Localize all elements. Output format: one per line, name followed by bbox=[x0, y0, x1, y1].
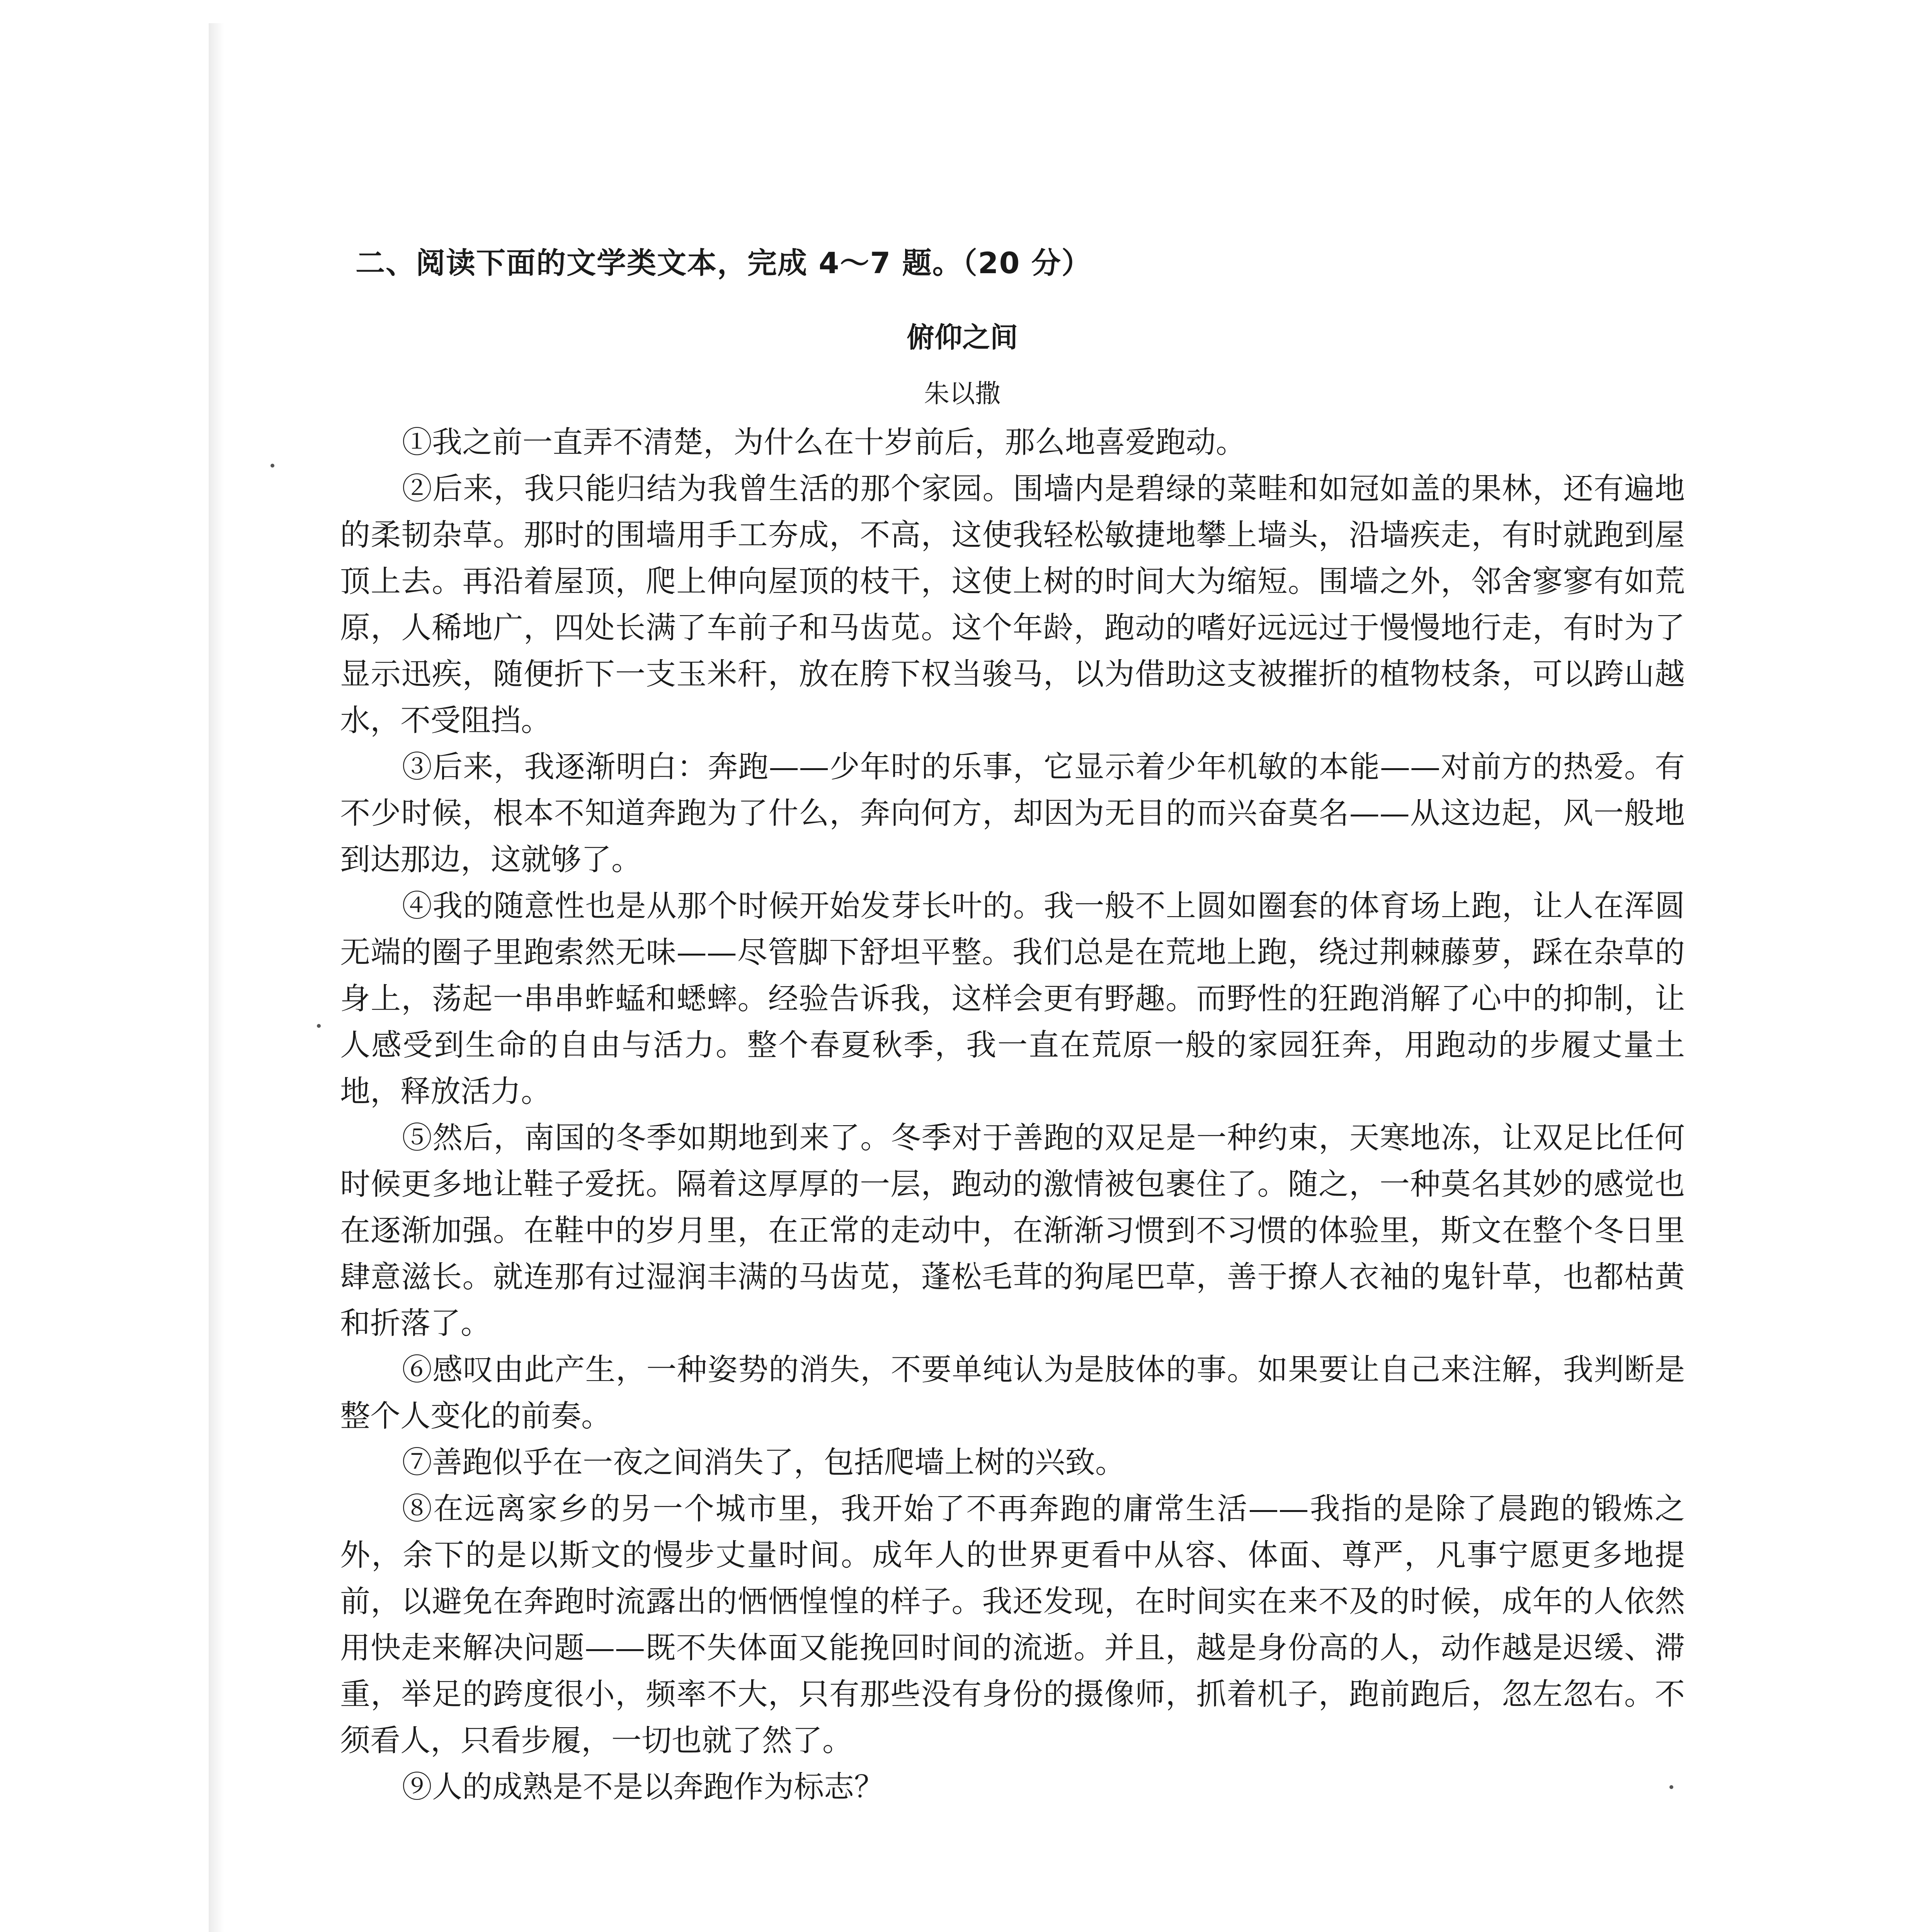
paragraph-8: ⑧在远离家乡的另一个城市里，我开始了不再奔跑的庸常生活——我指的是除了晨跑的锻炼之外，余下的是以斯文的慢步丈量时间。成年人的世界更看中从容、体面、尊严，凡事宁愿更多地提前，以避免在奔跑时流露出的恓恓惶惶的样子。我还发现，在时间实在来不及的时候，成年的人依然用快走来解决问题——既不失体面又能挽回时间的流逝。并且，越是身份高的人，动作越是迟缓、滞重，举足的跨度很小，频率不大，只有那些没有身份的摄像师，抓着机子，跑前跑后，忽左忽右。不须看人，只看步履，一切也就了然了。 bbox=[340, 1492, 1685, 1758]
paragraph-5: ⑤然后，南国的冬季如期地到来了。冬季对于善跑的双足是一种约束，天寒地冻，让双足比任何时候更多地让鞋子爱抚。隔着这厚厚的一层，跑动的激情被包裹住了。随之，一种莫名其妙的感觉也在逐渐加强。在鞋中的岁月里，在正常的走动中，在渐渐习惯到不习惯的体验里，斯文在整个冬日里肆意滋长。就连那有过湿润丰满的马齿苋，蓬松毛茸的狗尾巴草，善于撩人衣袖的鬼针草，也都枯黄和折落了。 bbox=[340, 1121, 1685, 1341]
paragraph-6: ⑥感叹由此产生，一种姿势的消失，不要单纯认为是肢体的事。如果要让自己来注解，我判断是整个人变化的前奏。 bbox=[340, 1352, 1685, 1434]
paragraph-9: ⑨人的成熟是不是以奔跑作为标志？ bbox=[402, 1770, 885, 1804]
paragraph-1: ①我之前一直弄不清楚，为什么在十岁前后，那么地喜爱跑动。 bbox=[402, 425, 1246, 460]
scan-speck bbox=[317, 1024, 321, 1028]
paragraph-2: ②后来，我只能归结为我曾生活的那个家园。围墙内是碧绿的菜畦和如冠如盖的果林，还有遍地的柔韧杂草。那时的围墙用手工夯成，不高，这使我轻松敏捷地攀上墙头，沿墙疾走，有时就跑到屋顶上去。再沿着屋顶，爬上伸向屋顶的枝干，这使上树的时间大为缩短。围墙之外，邻舍寥寥有如荒原，人稀地广，四处长满了车前子和马齿苋。这个年龄，跑动的嗜好远远过于慢慢地行走，有时为了显示迅疾，随便折下一支玉米秆，放在胯下权当骏马，以为借助这支被摧折的植物枝条，可以跨山越水，不受阻挡。 bbox=[340, 471, 1685, 738]
scan-edge-shadow bbox=[209, 23, 224, 1932]
article-author: 朱以撒 bbox=[924, 379, 1001, 408]
paragraph-7: ⑦善跑似乎在一夜之间消失了，包括爬墙上树的兴致。 bbox=[402, 1445, 1126, 1480]
section-heading: 二、阅读下面的文学类文本，完成 4～7 题。（20 分） bbox=[356, 246, 1092, 280]
paragraph-3: ③后来，我逐渐明白：奔跑——少年时的乐事，它显示着少年机敏的本能——对前方的热爱。有不少时候，根本不知道奔跑为了什么，奔向何方，却因为无目的而兴奋莫名——从这边起，风一般地到达那边，这就够了。 bbox=[340, 750, 1685, 877]
scan-speck bbox=[271, 464, 274, 468]
article-title: 俯仰之间 bbox=[906, 321, 1018, 354]
article-body bbox=[340, 419, 1685, 1810]
paragraph-4: ④我的随意性也是从那个时候开始发芽长叶的。我一般不上圆如圈套的体育场上跑，让人在浑圆无端的圈子里跑索然无味——尽管脚下舒坦平整。我们总是在荒地上跑，绕过荆棘藤萝，踩在杂草的身上，荡起一串串蚱蜢和蟋蟀。经验告诉我，这样会更有野趣。而野性的狂跑消解了心中的抑制，让人感受到生命的自由与活力。整个春夏秋季，我一直在荒原一般的家园狂奔，用跑动的步履丈量土地，释放活力。 bbox=[340, 889, 1685, 1109]
scan-speck bbox=[1669, 1785, 1673, 1789]
exam-page bbox=[232, 0, 1916, 1932]
